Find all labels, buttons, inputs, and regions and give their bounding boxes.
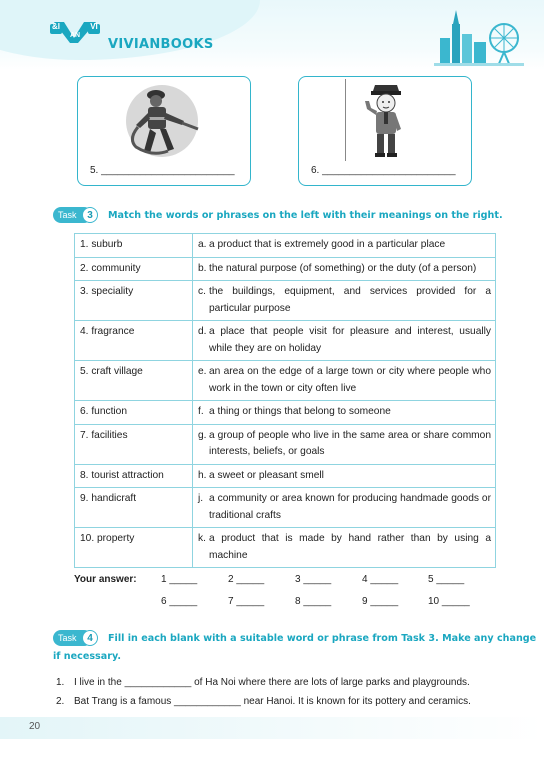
page-number: 20 [29,721,41,732]
picture-box-6 [298,76,472,186]
meaning-text: a community or area known for producing handmade goods or traditional crafts [209,493,491,521]
sentence-number-1: 1. [56,677,65,688]
term-text: 7. facilities [80,429,128,441]
meaning-text: the buildings, equipment, and services provided for a particular purpose [209,286,491,314]
table-cell-meaning [193,234,496,258]
term-text: 1. suburb [80,239,123,250]
firefighter-illustration-icon [122,81,202,161]
answer-blank-7[interactable]: 7 _____ [228,596,265,607]
meaning-text: the natural purpose (of something) or the duty (of a person) [209,262,477,274]
term-text: 6. function [80,406,128,417]
sentence-1: I live in the ____________ of Ha Noi where there are lots of large parks and playgrounds. [74,677,470,688]
logo-letter-right: VI [90,22,98,31]
logo-letter-left: &I [52,22,60,31]
meaning-text: a thing or things that belong to someone [209,406,391,417]
table-cell-term [75,281,193,321]
matching-table [74,233,496,568]
table-cell-term [75,361,193,401]
term-text: 4. fragrance [80,326,135,337]
table-row [75,321,496,361]
city-skyline-icon [434,8,524,66]
meaning-letter: f. [198,406,204,417]
term-text: 8. tourist attraction [80,469,164,481]
table-cell-term [75,488,193,528]
table-cell-meaning [193,528,496,568]
meaning-letter: a. [198,239,207,250]
brand-name: VIVIANBOOKS [108,37,214,52]
meaning-letter: d. [198,326,207,337]
table-cell-meaning [193,424,496,464]
table-cell-term [75,234,193,258]
picture-divider [345,79,346,161]
meaning-letter: g. [198,429,207,441]
figure-label-5: 5. ________________________ [90,165,235,176]
table-row [75,281,496,321]
table-cell-term [75,528,193,568]
answer-blank-5[interactable]: 5 _____ [428,574,465,585]
meaning-text: a product that is made by hand rather than by using a machine [209,533,491,561]
meaning-text: a product that is extremely good in a particular place [209,239,446,250]
picture-box-5 [77,76,251,186]
meaning-letter: j. [198,493,204,504]
table-cell-term [75,424,193,464]
table-row [75,401,496,425]
meaning-letter: c. [198,286,206,297]
meaning-text: a group of people who live in the same area or share common interests, beliefs, or goals [209,429,491,457]
police-officer-illustration-icon [363,81,409,161]
meaning-text: an area on the edge of a large town or city where people who work in the town or city often live [209,366,491,394]
meaning-letter: b. [198,262,207,274]
meaning-letter: k. [198,533,206,544]
meaning-letter: e. [198,366,207,377]
table-row [75,424,496,464]
table-cell-meaning [193,257,496,281]
table-cell-meaning [193,401,496,425]
task4-title-line1: Fill in each blank with a suitable word or phrase from Task 3. Make any change [108,633,537,644]
answer-blank-1[interactable]: 1 _____ [161,574,198,585]
table-cell-meaning [193,464,496,488]
table-row [75,528,496,568]
table-row [75,234,496,258]
table-row [75,257,496,281]
table-cell-term [75,321,193,361]
your-answer-label: Your answer: [74,574,137,585]
task4-badge-label: Task [58,633,77,643]
answer-blank-3[interactable]: 3 _____ [295,574,332,585]
sentence-number-2: 2. [56,696,65,707]
term-text: 5. craft village [80,366,143,377]
meaning-letter: h. [198,469,207,481]
term-text: 9. handicraft [80,493,137,504]
table-cell-term [75,401,193,425]
task4-title-line2: if necessary. [53,651,121,662]
answer-blank-4[interactable]: 4 _____ [362,574,399,585]
task4-number: 4 [82,630,98,646]
table-cell-term [75,257,193,281]
answer-blank-9[interactable]: 9 _____ [362,596,399,607]
table-row [75,464,496,488]
logo-letter-bottom: AN [69,32,81,39]
answer-blank-2[interactable]: 2 _____ [228,574,265,585]
task3-number: 3 [82,207,98,223]
term-text: 2. community [80,262,141,274]
table-row [75,488,496,528]
table-cell-meaning [193,281,496,321]
table-cell-meaning [193,321,496,361]
answer-blank-8[interactable]: 8 _____ [295,596,332,607]
table-cell-meaning [193,488,496,528]
meaning-text: a place that people visit for pleasure and interest, usually while they are on holiday [209,326,491,354]
task3-badge-label: Task [58,210,77,220]
table-cell-meaning [193,361,496,401]
table-row [75,361,496,401]
page-footer-bar [0,717,544,739]
term-text: 3. speciality [80,286,134,297]
answer-blank-6[interactable]: 6 _____ [161,596,198,607]
task3-title: Match the words or phrases on the left with their meanings on the right. [108,210,503,221]
sentence-2: Bat Trang is a famous ____________ near Hanoi. It is known for its pottery and ceramics. [74,696,471,707]
answer-blank-10[interactable]: 10 _____ [428,596,470,607]
meaning-text: a sweet or pleasant smell [209,469,324,481]
term-text: 10. property [80,533,135,544]
table-cell-term [75,464,193,488]
figure-label-6: 6. ________________________ [311,165,456,176]
